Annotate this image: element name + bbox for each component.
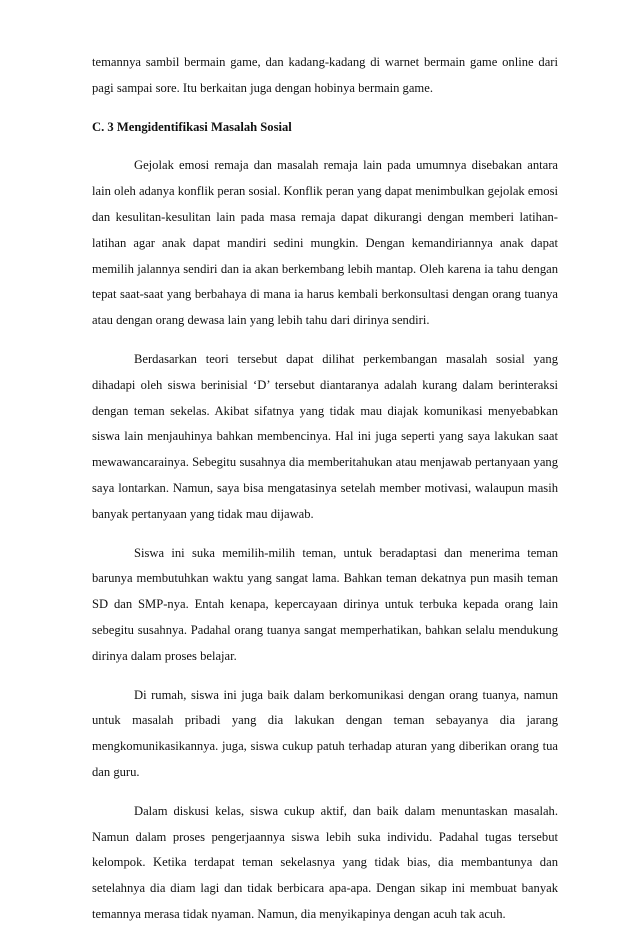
body-paragraph-3: Siswa ini suka memilih-milih teman, untuk beradaptasi dan menerima teman barunya membutuhkan waktu yang sangat lama. Bahkan teman dekatnya pun masih teman SD dan SMP-nya. Entah kenapa, kepercayaan dirinya untuk terbuka kepada orang lain sebegitu susahnya. Padahal orang tuanya sangat memperhatikan, bahkan selalu mendukung dirinya dalam proses belajar.	[92, 545, 558, 663]
spacer	[92, 786, 558, 799]
body-paragraph-2: Berdasarkan teori tersebut dapat dilihat perkembangan masalah sosial yang dihadapi oleh siswa berinisial ‘D’ tersebut diantaranya adalah kurang dalam berinteraksi dengan teman sekelas. Akibat sifatnya yang tidak mau diajak komunikasi menyebabkan siswa lain menjauhinya bahkan membencinya. Hal ini juga seperti yang saya lakukan saat mewawancarainya. Sebegitu susahnya dia memberitahukan atau menjawab pertanyaan yang saya lontarkan. Namun, saya bisa mengatasinya setelah member motivasi, walaupun masih banyak pertanyaan yang tidak mau dijawab.	[92, 351, 558, 521]
spacer	[92, 670, 558, 683]
body-paragraph-1: Gejolak emosi remaja dan masalah remaja lain pada umumnya disebakan antara lain oleh adanya konflik peran sosial. Konflik peran yang dapat menimbulkan gejolak emosi dan kesulitan-kesulitan lain pada masa remaja dapat dikurangi dengan memberi latihan-latihan agar anak dapat mandiri sedini mungkin. Dengan kemandiriannya anak dapat memilih jalannya sendiri dan ia akan berkembang lebih mantap. Oleh karena ia tahu dengan tepat saat-saat yang berbahaya di mana ia harus kembali berkonsultasi dengan orang tuanya atau dengan orang dewasa lain yang lebih tahu dari dirinya sendiri.	[92, 158, 558, 328]
spacer	[92, 528, 558, 541]
spacer	[92, 140, 558, 153]
document-page	[92, 50, 558, 928]
spacer	[92, 334, 558, 347]
continuation-paragraph: temannya sambil bermain game, dan kadang-kadang di warnet bermain game online dari pagi sampai sore. Itu berkaitan juga dengan hobinya bermain game.	[92, 55, 558, 95]
body-paragraph-4: Di rumah, siswa ini juga baik dalam berkomunikasi dengan orang tuanya, namun untuk masalah pribadi yang dia lakukan dengan teman sebayanya dia jarang mengkomunikasikannya. juga, siswa cukup patuh terhadap aturan yang diberikan orang tua dan guru.	[92, 687, 558, 779]
body-paragraph-5: Dalam diskusi kelas, siswa cukup aktif, dan baik dalam menuntaskan masalah. Namun dalam proses pengerjaannya siswa lebih suka individu. Padahal tugas tersebut kelompok. Ketika terdapat teman sekelasnya yang tidak bias, dia membantunya dan setelahnya dia diam lagi dan tidak berbicara apa-apa. Dengan sikap ini membuat banyak temannya merasa tidak nyaman. Namun, dia menyikapinya dengan acuh tak acuh.	[92, 803, 558, 921]
section-heading: C. 3 Mengidentifikasi Masalah Sosial	[92, 119, 292, 134]
